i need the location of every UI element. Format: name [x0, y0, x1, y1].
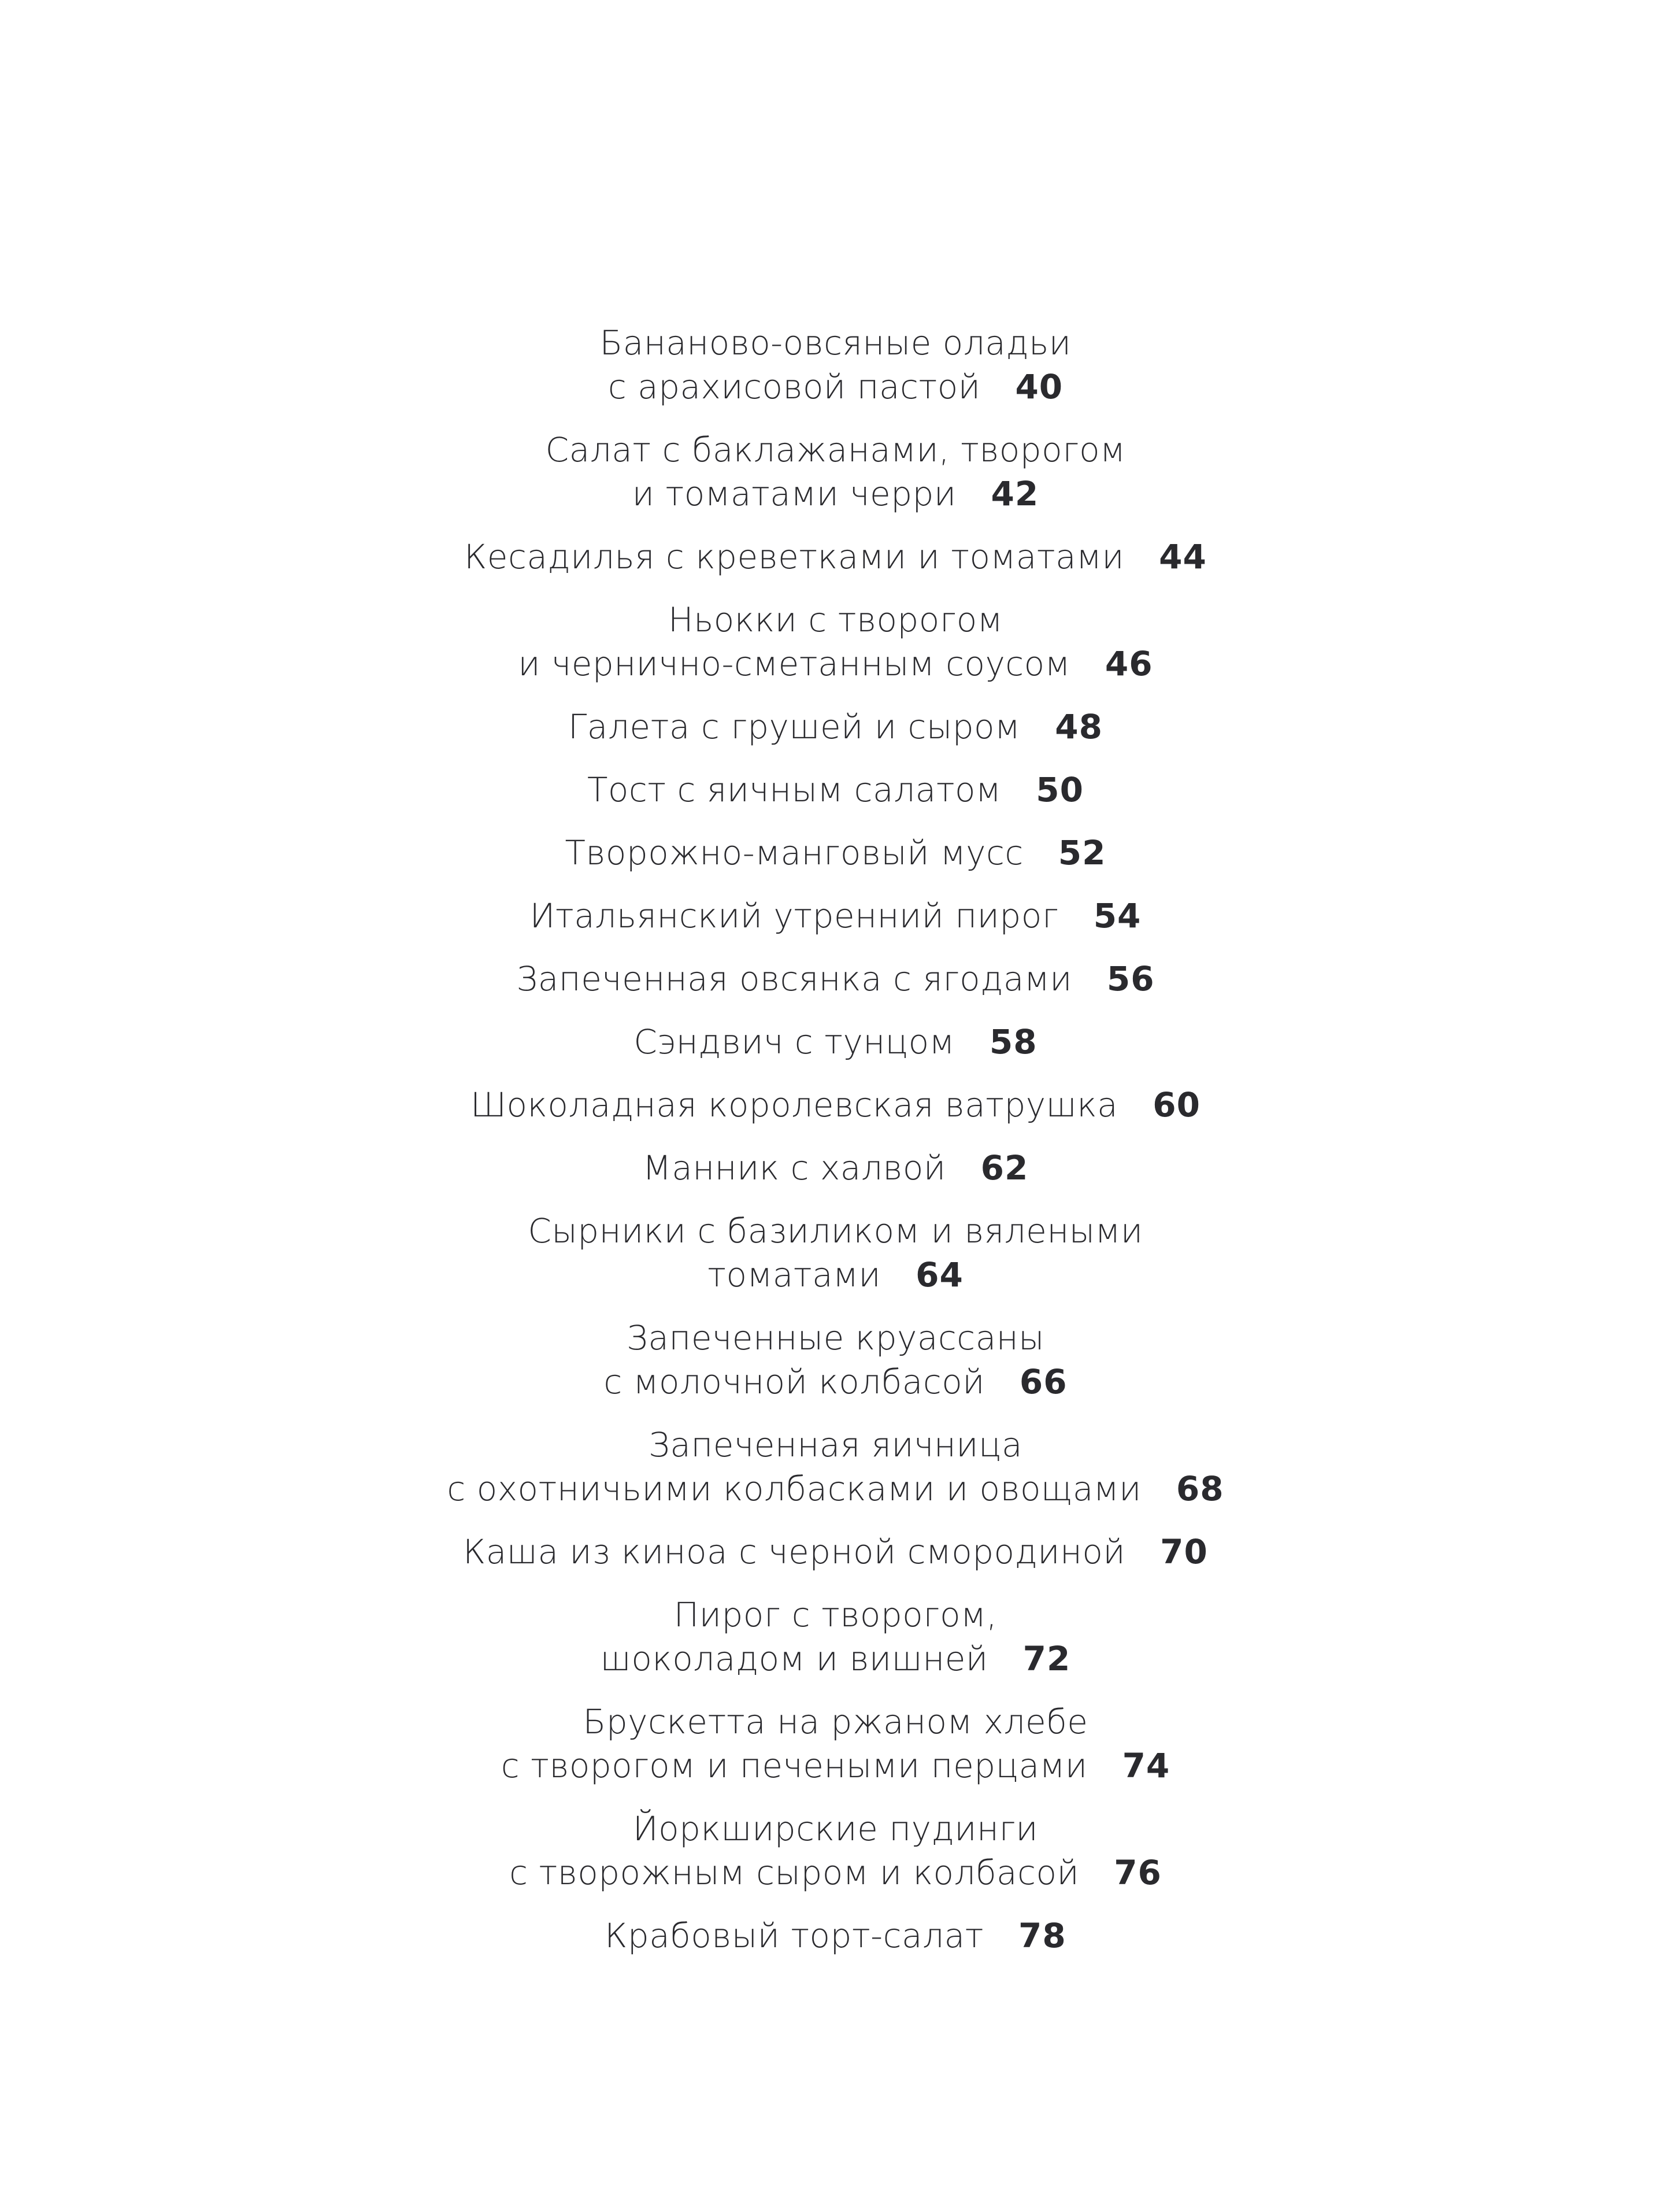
page-number: 70	[1160, 1532, 1208, 1571]
page-number: 78	[1018, 1916, 1066, 1955]
entry-title-text: с творожным сыром и колбасой	[509, 1853, 1080, 1892]
entry-title-text: Запеченная овсянка с ягодами	[516, 959, 1072, 998]
entry-title-line-last	[463, 1530, 1208, 1574]
entry-title-line-last	[518, 642, 1153, 686]
entry-title-line-last	[587, 768, 1084, 812]
page-number: 42	[991, 474, 1039, 513]
toc-entry[interactable]	[568, 705, 1103, 749]
entry-title-text: с охотничьими колбасками и овощами	[447, 1469, 1142, 1508]
entry-title-line: Запеченная яичница	[648, 1425, 1023, 1464]
toc-entry[interactable]	[643, 1146, 1029, 1190]
toc-entry[interactable]	[464, 535, 1207, 579]
toc-entry[interactable]	[447, 1423, 1224, 1511]
page-number: 46	[1105, 644, 1153, 683]
entry-title-line-last	[528, 1253, 1143, 1297]
entry-title-line-last	[530, 894, 1142, 938]
entry-title-text: томатами	[707, 1255, 881, 1294]
entry-title-text: шоколадом и вишней	[600, 1639, 988, 1678]
entry-title-line: Бананово-овсяные оладьи	[599, 323, 1072, 362]
entry-title-text: и чернично-сметанным соусом	[518, 644, 1070, 683]
entry-title-line-last	[501, 1744, 1170, 1788]
page-number: 74	[1122, 1746, 1170, 1785]
entry-title-text: с творогом и печеными перцами	[501, 1746, 1088, 1785]
entry-title-line-last	[546, 472, 1126, 516]
entry-title-line: Ньокки с творогом	[668, 600, 1003, 639]
toc-entry[interactable]	[518, 598, 1153, 686]
entry-title-line-last	[605, 1914, 1066, 1958]
entry-title-line-last	[565, 831, 1106, 875]
page-number: 56	[1106, 959, 1155, 998]
page-number: 54	[1093, 896, 1142, 935]
entry-title-text: с арахисовой пастой	[607, 367, 981, 406]
entry-title-text: Крабовый торт-салат	[605, 1916, 984, 1955]
page-number: 60	[1153, 1085, 1201, 1125]
entry-title-line-last	[601, 1637, 1071, 1681]
entry-title-text: Сэндвич с тунцом	[633, 1022, 955, 1061]
entry-title-line-last	[603, 1360, 1067, 1404]
entry-title-line-last	[568, 705, 1103, 749]
entry-title-text: Кесадилья с креветками и томатами	[464, 537, 1125, 576]
page-number: 50	[1036, 770, 1084, 809]
toc-entry[interactable]	[605, 1914, 1066, 1958]
entry-title-text: Творожно-манговый мусс	[565, 833, 1024, 872]
page-number: 72	[1022, 1639, 1071, 1678]
toc-entry[interactable]	[603, 1316, 1067, 1404]
toc-entry[interactable]	[501, 1700, 1170, 1788]
entry-title-text: Каша из киноа с черной смородиной	[463, 1532, 1126, 1571]
entry-title-line-last	[509, 1851, 1162, 1895]
toc-entry[interactable]	[565, 831, 1106, 875]
entry-title-line-last	[470, 1083, 1201, 1127]
toc-entry[interactable]	[546, 428, 1126, 516]
entry-title-text: с молочной колбасой	[603, 1362, 985, 1401]
entry-title-line: Йоркширские пудинги	[632, 1809, 1039, 1848]
table-of-contents	[0, 321, 1671, 1977]
entry-title-line: Брускетта на ржаном хлебе	[583, 1702, 1088, 1741]
entry-title-line-last	[464, 535, 1207, 579]
toc-entry[interactable]	[528, 1209, 1143, 1297]
entry-title-line: Салат с баклажанами, творогом	[545, 430, 1126, 469]
entry-title-text: Тост с яичным салатом	[587, 770, 1002, 809]
entry-title-line: Сырники с базиликом и вялеными	[528, 1211, 1143, 1251]
entry-title-line-last	[447, 1467, 1224, 1511]
toc-entry[interactable]	[601, 1593, 1071, 1681]
entry-title-text: Итальянский утренний пирог	[529, 896, 1059, 935]
entry-title-line-last	[516, 957, 1154, 1001]
page-number: 68	[1176, 1469, 1224, 1508]
toc-entry[interactable]	[633, 1020, 1037, 1064]
toc-entry[interactable]	[463, 1530, 1208, 1574]
entry-title-text: и томатами черри	[632, 474, 957, 513]
toc-entry[interactable]	[509, 1807, 1162, 1895]
entry-title-line: Запеченные круассаны	[626, 1318, 1045, 1357]
toc-entry[interactable]	[530, 894, 1142, 938]
page-number: 66	[1019, 1362, 1068, 1401]
page-number: 76	[1114, 1853, 1162, 1892]
page-number: 64	[916, 1255, 964, 1294]
entry-title-text: Галета с грушей и сыром	[568, 707, 1021, 746]
page-number: 44	[1159, 537, 1207, 576]
entry-title-line-last	[633, 1020, 1037, 1064]
toc-entry[interactable]	[516, 957, 1154, 1001]
toc-entry[interactable]	[587, 768, 1084, 812]
entry-title-text: Манник с халвой	[642, 1148, 946, 1188]
page-number: 40	[1015, 367, 1064, 406]
page-number: 52	[1058, 833, 1106, 872]
entry-title-line-last	[643, 1146, 1029, 1190]
entry-title-line-last	[600, 365, 1072, 409]
toc-entry[interactable]	[470, 1083, 1201, 1127]
entry-title-text: Шоколадная королевская ватрушка	[470, 1085, 1118, 1125]
page-number: 62	[980, 1148, 1029, 1188]
entry-title-line: Пирог с творогом,	[673, 1595, 998, 1634]
page-number: 48	[1055, 707, 1103, 746]
page-number: 58	[989, 1022, 1038, 1061]
toc-entry[interactable]	[600, 321, 1072, 409]
